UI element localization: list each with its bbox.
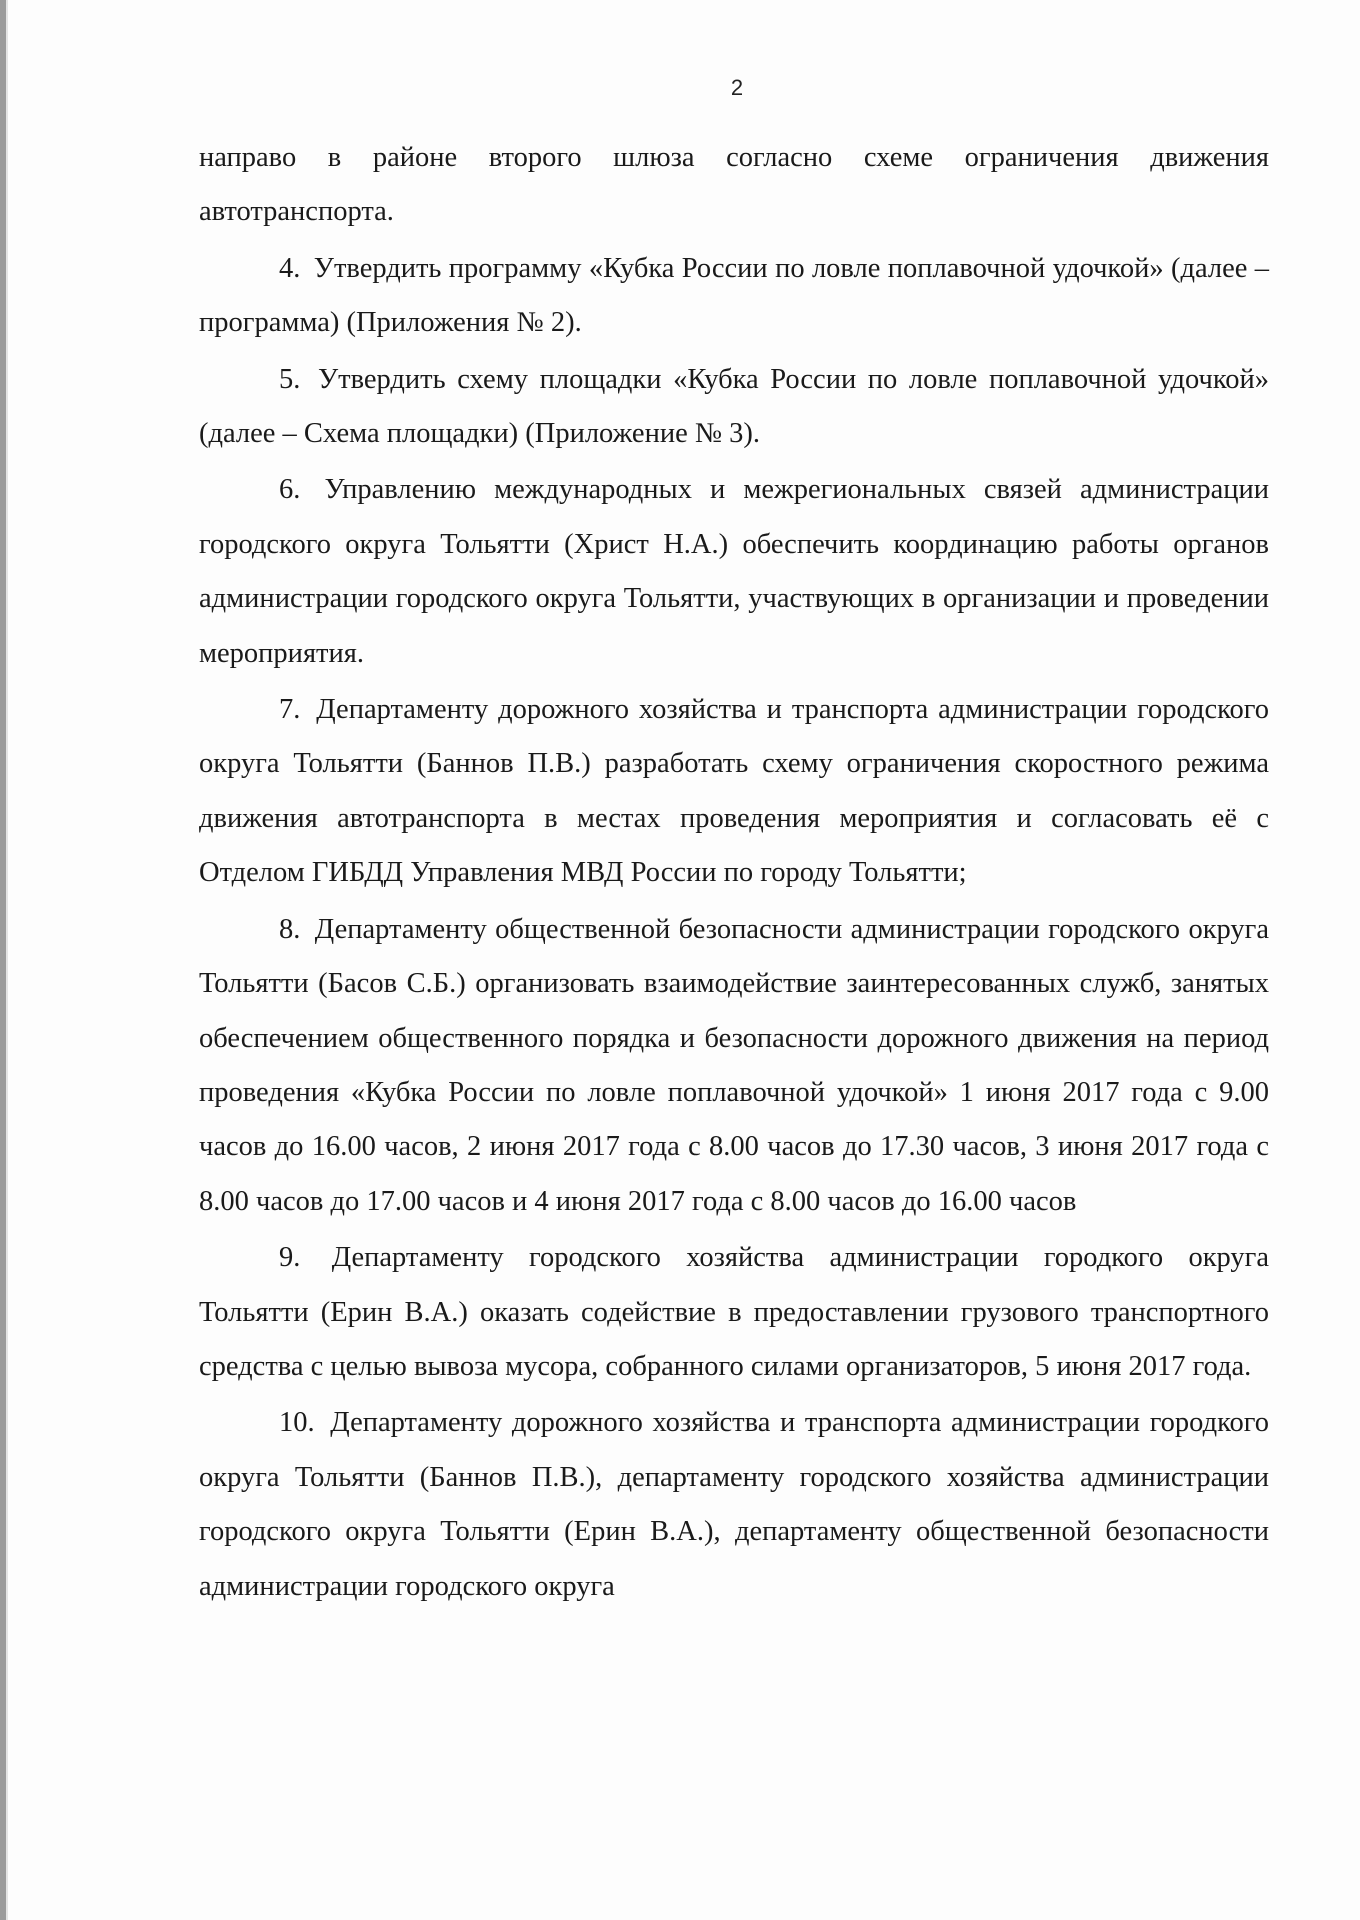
paragraph-number: 6.	[279, 474, 301, 506]
paragraph-text: направо в районе второго шлюза согласно схеме ограничения движения автотранспорта.	[199, 142, 1269, 228]
paragraph-text: Утвердить программу «Кубка России по ловле поплавочной удочкой» (далее – программа) (Приложения № 2).	[199, 252, 1269, 339]
paragraph-continuation	[199, 131, 1269, 240]
paragraph-text: Департаменту городского хозяйства администрации городкого округа Тольятти (Ерин В.А.) оказать содействие в предоставлении грузового транспортного средства с целью вывоза мусора, собранного силами организаторов, 5 июня 2017 года.	[199, 1242, 1270, 1382]
paragraph-text: Департаменту дорожного хозяйства и транспорта администрации городского округа Тольятти (Баннов П.В.) разработать схему ограничения скоростного режима движения автотранспорта в местах проведения мероприятия и согласовать её с Отделом ГИБДД Управления МВД России по городу Тольятти;	[199, 694, 1270, 889]
paragraph-item-8	[199, 903, 1269, 1229]
paragraph-item-6	[199, 463, 1269, 681]
paragraph-item-4	[199, 242, 1269, 351]
scan-edge-shadow	[6, 0, 8, 1920]
paragraph-text: Департаменту дорожного хозяйства и транспорта администрации городкого округа Тольятти (Баннов П.В.), департаменту городского хозяйства администрации городского округа Тольятти (Ерин В.А.), департаменту общественной безопасности администрации городского округа	[199, 1407, 1269, 1602]
paragraph-item-10	[199, 1396, 1269, 1614]
paragraph-number: 4.	[279, 252, 301, 284]
paragraph-number: 5.	[279, 363, 301, 395]
paragraph-number: 7.	[279, 694, 301, 726]
paragraph-number: 9.	[279, 1242, 301, 1274]
paragraph-number: 8.	[279, 913, 301, 945]
page-number: 2	[730, 75, 744, 100]
paragraph-text: Утвердить схему площадки «Кубка России по ловле поплавочной удочкой» (далее – Схема площадки) (Приложение № 3).	[199, 363, 1269, 450]
paragraph-text: Департаменту общественной безопасности администрации городского округа Тольятти (Басов С.Б.) организовать взаимодействие заинтересованных служб, занятых обеспечением общественного порядка и безопасности дорожного движения на период проведения «Кубка России по ловле поплавочной удочкой» 1 июня 2017 года с 9.00 часов до 16.00 часов, 2 июня 2017 года с 8.00 часов до 17.30 часов, 3 июня 2017 года с 8.00 часов до 17.00 часов и 4 июня 2017 года с 8.00 часов до 16.00 часов	[199, 913, 1270, 1217]
document-body	[199, 131, 1269, 1614]
paragraph-item-7	[199, 683, 1269, 901]
paragraph-item-9	[199, 1231, 1269, 1394]
paragraph-item-5	[199, 353, 1269, 462]
paragraph-text: Управлению международных и межрегиональных связей администрации городского округа Тольятти (Христ Н.А.) обеспечить координацию работы органов администрации городского округа Тольятти, участвующих в организации и проведении мероприятия.	[199, 474, 1269, 669]
paragraph-number: 10.	[279, 1407, 315, 1439]
